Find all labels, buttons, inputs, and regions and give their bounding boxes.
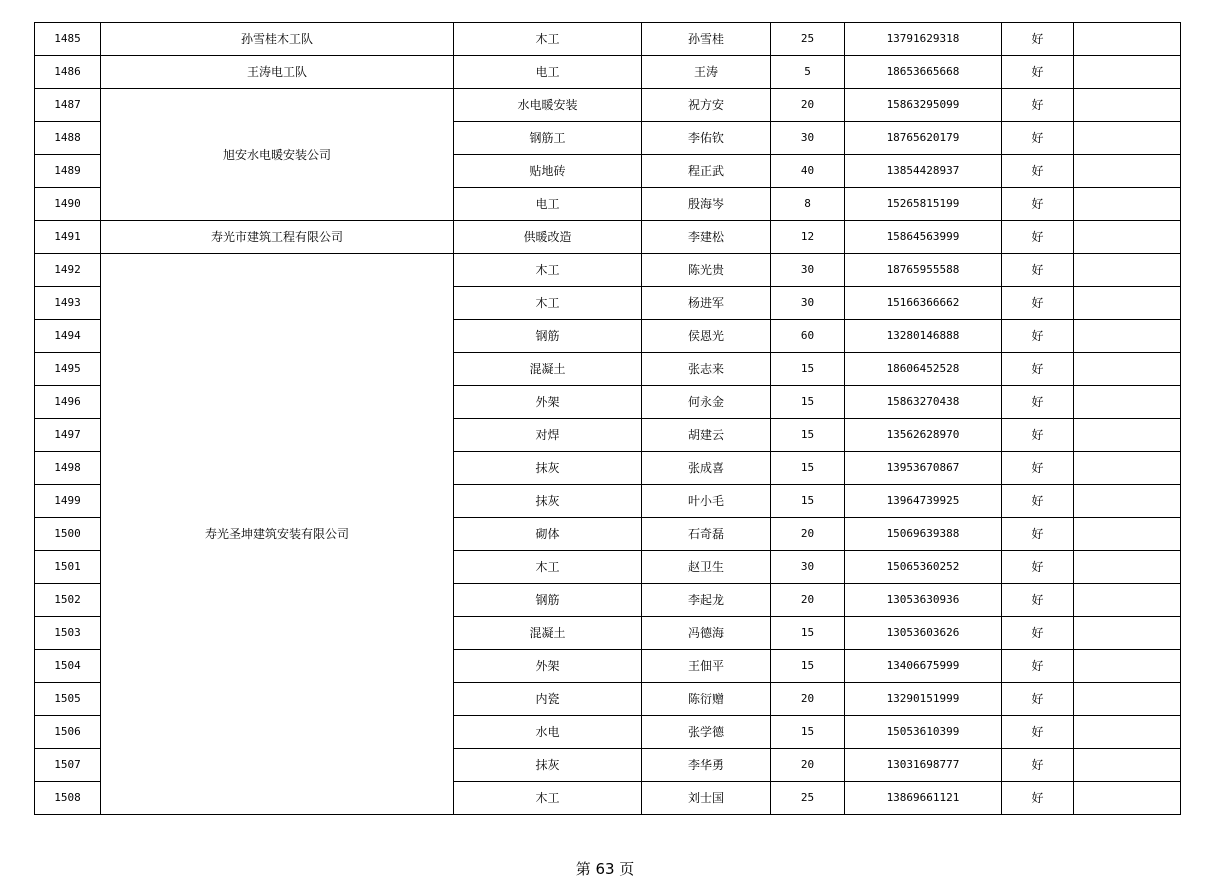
contact-name-cell: 李佑钦 bbox=[642, 122, 771, 155]
contact-name-cell: 何永金 bbox=[642, 386, 771, 419]
rating-cell: 好 bbox=[1002, 287, 1074, 320]
rating-cell: 好 bbox=[1002, 617, 1074, 650]
trade-cell: 电工 bbox=[454, 188, 642, 221]
rating-cell: 好 bbox=[1002, 56, 1074, 89]
trade-cell: 木工 bbox=[454, 254, 642, 287]
headcount-cell: 25 bbox=[771, 23, 845, 56]
note-cell bbox=[1074, 23, 1181, 56]
note-cell bbox=[1074, 89, 1181, 122]
phone-cell: 18606452528 bbox=[845, 353, 1002, 386]
trade-cell: 木工 bbox=[454, 287, 642, 320]
rating-cell: 好 bbox=[1002, 683, 1074, 716]
contact-name-cell: 张志来 bbox=[642, 353, 771, 386]
contact-name-cell: 李起龙 bbox=[642, 584, 771, 617]
trade-cell: 砌体 bbox=[454, 518, 642, 551]
trade-cell: 供暖改造 bbox=[454, 221, 642, 254]
rating-cell: 好 bbox=[1002, 89, 1074, 122]
page-number: 第 63 页 bbox=[575, 860, 635, 878]
row-number-cell: 1490 bbox=[35, 188, 101, 221]
row-number-cell: 1494 bbox=[35, 320, 101, 353]
note-cell bbox=[1074, 617, 1181, 650]
phone-cell: 15863295099 bbox=[845, 89, 1002, 122]
row-number-cell: 1504 bbox=[35, 650, 101, 683]
note-cell bbox=[1074, 155, 1181, 188]
company-cell: 寿光市建筑工程有限公司 bbox=[101, 221, 454, 254]
trade-cell: 水电 bbox=[454, 716, 642, 749]
trade-cell: 木工 bbox=[454, 782, 642, 815]
row-number-cell: 1500 bbox=[35, 518, 101, 551]
trade-cell: 混凝土 bbox=[454, 617, 642, 650]
trade-cell: 混凝土 bbox=[454, 353, 642, 386]
row-number-cell: 1493 bbox=[35, 287, 101, 320]
headcount-cell: 15 bbox=[771, 617, 845, 650]
contact-name-cell: 李华勇 bbox=[642, 749, 771, 782]
note-cell bbox=[1074, 782, 1181, 815]
phone-cell: 15166366662 bbox=[845, 287, 1002, 320]
roster-body bbox=[35, 23, 1181, 815]
note-cell bbox=[1074, 56, 1181, 89]
note-cell bbox=[1074, 287, 1181, 320]
row-number-cell: 1496 bbox=[35, 386, 101, 419]
trade-cell: 抹灰 bbox=[454, 749, 642, 782]
note-cell bbox=[1074, 188, 1181, 221]
headcount-cell: 30 bbox=[771, 122, 845, 155]
rating-cell: 好 bbox=[1002, 452, 1074, 485]
trade-cell: 木工 bbox=[454, 551, 642, 584]
row-number-cell: 1492 bbox=[35, 254, 101, 287]
phone-cell: 15065360252 bbox=[845, 551, 1002, 584]
phone-cell: 13854428937 bbox=[845, 155, 1002, 188]
trade-cell: 内瓷 bbox=[454, 683, 642, 716]
note-cell bbox=[1074, 221, 1181, 254]
row-number-cell: 1502 bbox=[35, 584, 101, 617]
phone-cell: 13280146888 bbox=[845, 320, 1002, 353]
rating-cell: 好 bbox=[1002, 716, 1074, 749]
rating-cell: 好 bbox=[1002, 188, 1074, 221]
phone-cell: 13053630936 bbox=[845, 584, 1002, 617]
company-cell: 寿光圣坤建筑安装有限公司 bbox=[101, 254, 454, 815]
contact-name-cell: 王涛 bbox=[642, 56, 771, 89]
contact-name-cell: 张成喜 bbox=[642, 452, 771, 485]
rating-cell: 好 bbox=[1002, 23, 1074, 56]
note-cell bbox=[1074, 551, 1181, 584]
rating-cell: 好 bbox=[1002, 584, 1074, 617]
contact-name-cell: 陈衍赠 bbox=[642, 683, 771, 716]
row-number-cell: 1508 bbox=[35, 782, 101, 815]
headcount-cell: 15 bbox=[771, 485, 845, 518]
row-number-cell: 1495 bbox=[35, 353, 101, 386]
note-cell bbox=[1074, 716, 1181, 749]
phone-cell: 13953670867 bbox=[845, 452, 1002, 485]
rating-cell: 好 bbox=[1002, 650, 1074, 683]
contact-name-cell: 陈光贵 bbox=[642, 254, 771, 287]
headcount-cell: 15 bbox=[771, 650, 845, 683]
company-cell: 王涛电工队 bbox=[101, 56, 454, 89]
company-cell: 旭安水电暖安装公司 bbox=[101, 89, 454, 221]
row-number-cell: 1485 bbox=[35, 23, 101, 56]
phone-cell: 18653665668 bbox=[845, 56, 1002, 89]
headcount-cell: 25 bbox=[771, 782, 845, 815]
contact-name-cell: 殷海岑 bbox=[642, 188, 771, 221]
headcount-cell: 20 bbox=[771, 683, 845, 716]
phone-cell: 13562628970 bbox=[845, 419, 1002, 452]
table-row bbox=[35, 254, 1181, 287]
rating-cell: 好 bbox=[1002, 386, 1074, 419]
contact-name-cell: 刘士国 bbox=[642, 782, 771, 815]
phone-cell: 15053610399 bbox=[845, 716, 1002, 749]
row-number-cell: 1491 bbox=[35, 221, 101, 254]
contact-name-cell: 李建松 bbox=[642, 221, 771, 254]
headcount-cell: 40 bbox=[771, 155, 845, 188]
contact-name-cell: 赵卫生 bbox=[642, 551, 771, 584]
trade-cell: 水电暖安装 bbox=[454, 89, 642, 122]
rating-cell: 好 bbox=[1002, 485, 1074, 518]
rating-cell: 好 bbox=[1002, 320, 1074, 353]
contact-name-cell: 石奇磊 bbox=[642, 518, 771, 551]
contact-name-cell: 祝方安 bbox=[642, 89, 771, 122]
headcount-cell: 15 bbox=[771, 452, 845, 485]
headcount-cell: 20 bbox=[771, 518, 845, 551]
headcount-cell: 20 bbox=[771, 89, 845, 122]
trade-cell: 木工 bbox=[454, 23, 642, 56]
trade-cell: 电工 bbox=[454, 56, 642, 89]
note-cell bbox=[1074, 683, 1181, 716]
phone-cell: 13869661121 bbox=[845, 782, 1002, 815]
headcount-cell: 15 bbox=[771, 419, 845, 452]
headcount-cell: 15 bbox=[771, 353, 845, 386]
rating-cell: 好 bbox=[1002, 353, 1074, 386]
headcount-cell: 30 bbox=[771, 551, 845, 584]
row-number-cell: 1505 bbox=[35, 683, 101, 716]
rating-cell: 好 bbox=[1002, 518, 1074, 551]
note-cell bbox=[1074, 485, 1181, 518]
row-number-cell: 1487 bbox=[35, 89, 101, 122]
headcount-cell: 30 bbox=[771, 254, 845, 287]
rating-cell: 好 bbox=[1002, 419, 1074, 452]
contact-name-cell: 叶小毛 bbox=[642, 485, 771, 518]
contact-name-cell: 张学德 bbox=[642, 716, 771, 749]
trade-cell: 外架 bbox=[454, 386, 642, 419]
headcount-cell: 15 bbox=[771, 386, 845, 419]
contact-name-cell: 侯恩光 bbox=[642, 320, 771, 353]
note-cell bbox=[1074, 419, 1181, 452]
row-number-cell: 1489 bbox=[35, 155, 101, 188]
headcount-cell: 20 bbox=[771, 749, 845, 782]
rating-cell: 好 bbox=[1002, 749, 1074, 782]
trade-cell: 贴地砖 bbox=[454, 155, 642, 188]
contact-name-cell: 胡建云 bbox=[642, 419, 771, 452]
rating-cell: 好 bbox=[1002, 254, 1074, 287]
trade-cell: 钢筋 bbox=[454, 584, 642, 617]
row-number-cell: 1501 bbox=[35, 551, 101, 584]
contact-name-cell: 冯德海 bbox=[642, 617, 771, 650]
contact-name-cell: 程正武 bbox=[642, 155, 771, 188]
trade-cell: 抹灰 bbox=[454, 485, 642, 518]
row-number-cell: 1497 bbox=[35, 419, 101, 452]
trade-cell: 对焊 bbox=[454, 419, 642, 452]
rating-cell: 好 bbox=[1002, 221, 1074, 254]
rating-cell: 好 bbox=[1002, 551, 1074, 584]
row-number-cell: 1486 bbox=[35, 56, 101, 89]
table-row bbox=[35, 23, 1181, 56]
contact-name-cell: 王佃平 bbox=[642, 650, 771, 683]
contact-name-cell: 孙雪桂 bbox=[642, 23, 771, 56]
table-row bbox=[35, 56, 1181, 89]
row-number-cell: 1498 bbox=[35, 452, 101, 485]
row-number-cell: 1503 bbox=[35, 617, 101, 650]
phone-cell: 15864563999 bbox=[845, 221, 1002, 254]
headcount-cell: 5 bbox=[771, 56, 845, 89]
company-cell: 孙雪桂木工队 bbox=[101, 23, 454, 56]
trade-cell: 外架 bbox=[454, 650, 642, 683]
headcount-cell: 30 bbox=[771, 287, 845, 320]
rating-cell: 好 bbox=[1002, 122, 1074, 155]
trade-cell: 抹灰 bbox=[454, 452, 642, 485]
phone-cell: 13791629318 bbox=[845, 23, 1002, 56]
rating-cell: 好 bbox=[1002, 782, 1074, 815]
phone-cell: 13406675999 bbox=[845, 650, 1002, 683]
note-cell bbox=[1074, 386, 1181, 419]
phone-cell: 18765955588 bbox=[845, 254, 1002, 287]
phone-cell: 13031698777 bbox=[845, 749, 1002, 782]
headcount-cell: 12 bbox=[771, 221, 845, 254]
note-cell bbox=[1074, 320, 1181, 353]
roster-table bbox=[34, 22, 1181, 815]
headcount-cell: 20 bbox=[771, 584, 845, 617]
phone-cell: 13964739925 bbox=[845, 485, 1002, 518]
phone-cell: 18765620179 bbox=[845, 122, 1002, 155]
note-cell bbox=[1074, 353, 1181, 386]
contact-name-cell: 杨进军 bbox=[642, 287, 771, 320]
trade-cell: 钢筋工 bbox=[454, 122, 642, 155]
phone-cell: 15069639388 bbox=[845, 518, 1002, 551]
note-cell bbox=[1074, 650, 1181, 683]
row-number-cell: 1507 bbox=[35, 749, 101, 782]
note-cell bbox=[1074, 122, 1181, 155]
phone-cell: 13290151999 bbox=[845, 683, 1002, 716]
table-row bbox=[35, 89, 1181, 122]
row-number-cell: 1488 bbox=[35, 122, 101, 155]
phone-cell: 15265815199 bbox=[845, 188, 1002, 221]
headcount-cell: 8 bbox=[771, 188, 845, 221]
trade-cell: 钢筋 bbox=[454, 320, 642, 353]
note-cell bbox=[1074, 584, 1181, 617]
note-cell bbox=[1074, 254, 1181, 287]
phone-cell: 15863270438 bbox=[845, 386, 1002, 419]
table-row bbox=[35, 221, 1181, 254]
headcount-cell: 60 bbox=[771, 320, 845, 353]
headcount-cell: 15 bbox=[771, 716, 845, 749]
note-cell bbox=[1074, 518, 1181, 551]
note-cell bbox=[1074, 749, 1181, 782]
row-number-cell: 1499 bbox=[35, 485, 101, 518]
row-number-cell: 1506 bbox=[35, 716, 101, 749]
note-cell bbox=[1074, 452, 1181, 485]
rating-cell: 好 bbox=[1002, 155, 1074, 188]
phone-cell: 13053603626 bbox=[845, 617, 1002, 650]
